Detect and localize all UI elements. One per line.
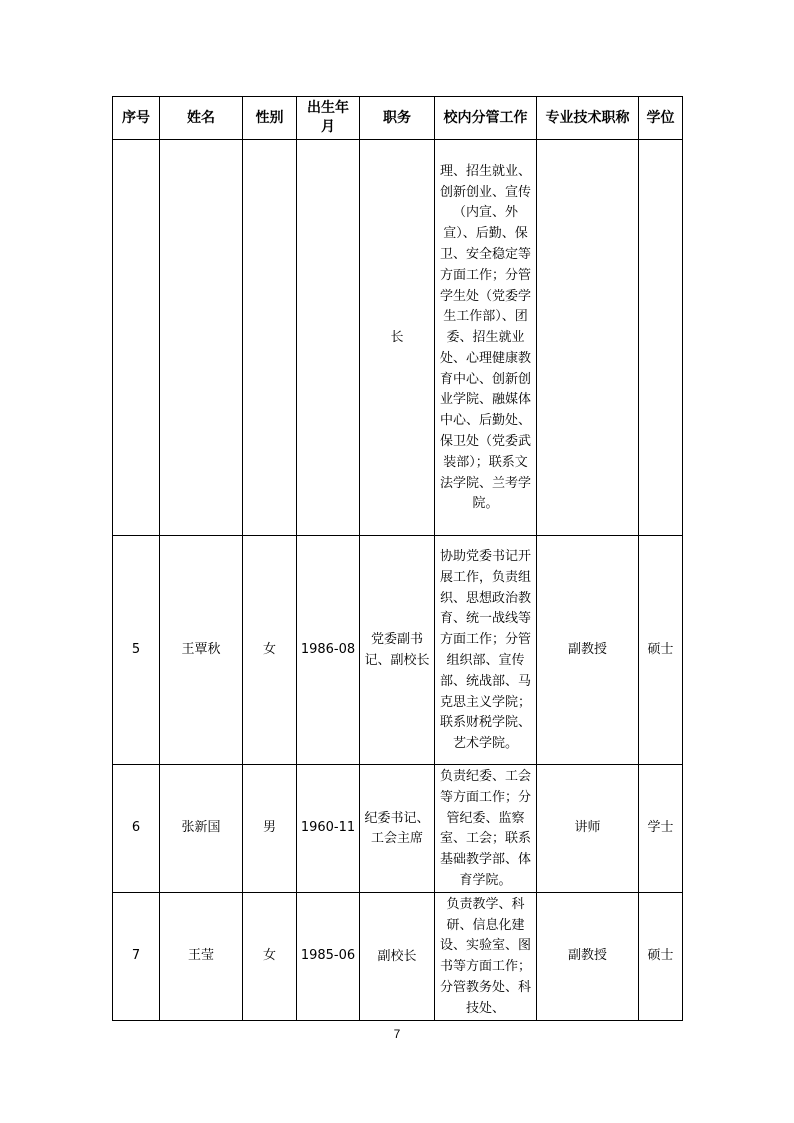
cell-duties — [435, 140, 537, 536]
cell-position — [360, 140, 435, 536]
cell-duties — [435, 892, 537, 1020]
header-duties: 校内分管工作 — [435, 97, 537, 140]
cell-gender: 女 — [243, 536, 297, 765]
duties-text: 理、招生就业、创新创业、宣传（内宣、外宣）、后勤、保卫、安全稳定等方面工作；分管学生处（党委学生工作部）、团委、招生就业处、心理健康教育中心、创新创业学院、融媒体中心、后勤处、保卫处（党委武装部）；联系文法学院、兰考学院。 — [439, 163, 531, 512]
cell-name — [160, 140, 243, 536]
cell-position — [360, 892, 435, 1020]
header-birth: 出生年 月 — [297, 97, 360, 140]
table-row — [113, 892, 683, 1020]
staff-table — [112, 96, 683, 1021]
cell-no: 6 — [113, 765, 160, 893]
duties-text: 负责教学、科研、信息化建设、实验室、图书等方面工作；分管教务处、科技处、 — [439, 896, 531, 1016]
header-title: 专业技术职称 — [537, 97, 639, 140]
cell-gender: 女 — [243, 892, 297, 1020]
cell-position — [360, 536, 435, 765]
cell-gender: 男 — [243, 765, 297, 893]
cell-title: 讲师 — [537, 765, 639, 893]
cell-birth: 1960-11 — [297, 765, 360, 893]
cell-birth — [297, 140, 360, 536]
cell-name: 王莹 — [160, 892, 243, 1020]
cell-no: 7 — [113, 892, 160, 1020]
cell-title: 副教授 — [537, 892, 639, 1020]
cell-degree — [639, 140, 683, 536]
table-row — [113, 140, 683, 536]
header-degree: 学位 — [639, 97, 683, 140]
cell-duties — [435, 536, 537, 765]
cell-no — [113, 140, 160, 536]
cell-degree: 硕士 — [639, 892, 683, 1020]
cell-birth: 1985-06 — [297, 892, 360, 1020]
cell-degree: 学士 — [639, 765, 683, 893]
page-number: 7 — [393, 1027, 401, 1041]
header-position: 职务 — [360, 97, 435, 140]
header-no: 序号 — [113, 97, 160, 140]
cell-birth: 1986-08 — [297, 536, 360, 765]
cell-title: 副教授 — [537, 536, 639, 765]
table-row — [113, 536, 683, 765]
position-text: 纪委书记、工会主席 — [364, 810, 430, 847]
cell-name: 张新国 — [160, 765, 243, 893]
position-text: 副校长 — [377, 948, 417, 964]
cell-degree: 硕士 — [639, 536, 683, 765]
cell-name: 王覃秋 — [160, 536, 243, 765]
duties-text: 协助党委书记开展工作，负责组织、思想政治教育、统一战线等方面工作；分管组织部、宣传部、统战部、马克思主义学院；联系财税学院、艺术学院。 — [439, 549, 531, 752]
cell-gender — [243, 140, 297, 536]
cell-duties — [435, 765, 537, 893]
header-gender: 性别 — [243, 97, 297, 140]
position-text: 党委副书记、副校长 — [364, 632, 430, 668]
position-text: 长 — [390, 330, 404, 346]
table-row — [113, 765, 683, 893]
duties-text: 负责纪委、工会等方面工作；分管纪委、监察室、工会；联系基础教学部、体育学院。 — [439, 769, 531, 888]
cell-position — [360, 765, 435, 893]
header-name: 姓名 — [160, 97, 243, 140]
cell-no: 5 — [113, 536, 160, 765]
table-header-row — [113, 97, 683, 140]
cell-title — [537, 140, 639, 536]
